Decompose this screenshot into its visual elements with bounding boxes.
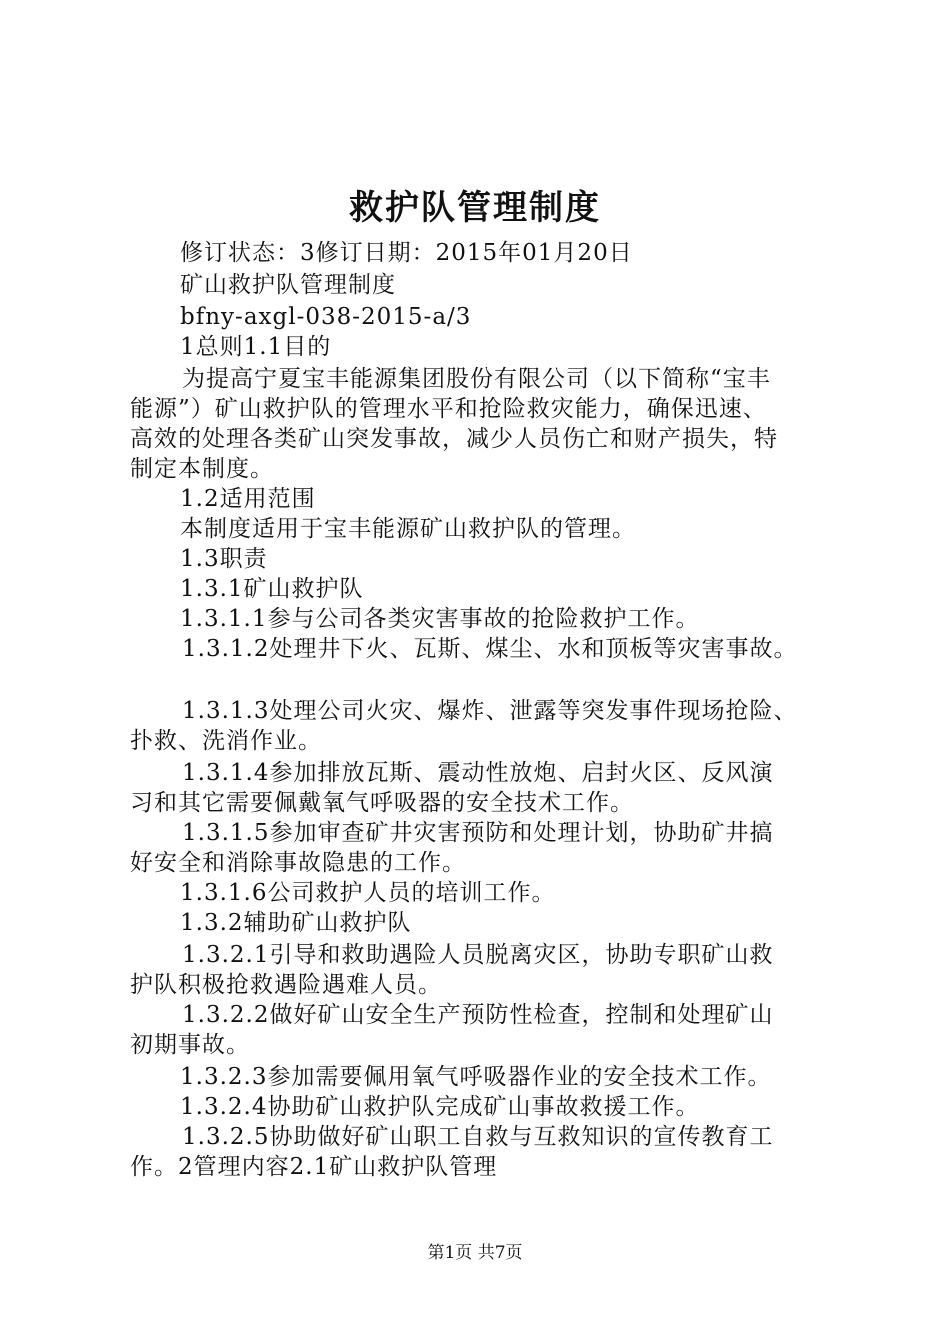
paragraph-line: 高效的处理各类矿山突发事故，减少人员伤亡和财产损失，特 (130, 426, 778, 452)
list-item-continuation: 扑救、洗消作业。 (130, 728, 322, 754)
document-title: 救护队管理制度 (349, 188, 601, 228)
list-item: 1.3.1.3处理公司火灾、爆炸、泄露等突发事件现场抢险、 (182, 698, 798, 724)
section-heading: 1总则1.1目的 (180, 334, 332, 360)
list-item: 1.3.2.1引导和救助遇险人员脱离灾区，协助专职矿山救 (182, 942, 774, 968)
page-number: 第1页 共7页 (427, 1243, 523, 1263)
paragraph-line: 制定本制度。 (130, 456, 274, 482)
list-item: 1.3.2.5协助做好矿山职工自救与互救知识的宣传教育工 (182, 1124, 774, 1150)
list-item: 1.3.2.2做好矿山安全生产预防性检查，控制和处理矿山 (182, 1002, 774, 1028)
section-heading: 1.3.1矿山救护队 (180, 576, 364, 602)
doc-subtitle-line: 矿山救护队管理制度 (180, 272, 396, 298)
section-heading: 1.3.2辅助矿山救护队 (180, 910, 412, 936)
list-item-continuation: 习和其它需要佩戴氧气呼吸器的安全技术工作。 (130, 790, 634, 816)
list-item-continuation: 初期事故。 (130, 1032, 250, 1058)
list-item: 1.3.2.3参加需要佩用氧气呼吸器作业的安全技术工作。 (180, 1064, 772, 1090)
list-item: 1.3.1.1参与公司各类灾害事故的抢险救护工作。 (180, 606, 700, 632)
list-item-continuation: 护队积极抢救遇险遇难人员。 (130, 972, 442, 998)
section-heading: 1.3职责 (180, 546, 268, 572)
paragraph-line: 为提高宁夏宝丰能源集团股份有限公司（以下简称“宝丰 (182, 366, 771, 392)
list-item: 1.3.2.4协助矿山救护队完成矿山事故救援工作。 (180, 1094, 700, 1120)
paragraph-line: 本制度适用于宝丰能源矿山救护队的管理。 (180, 516, 636, 542)
list-item-continuation: 好安全和消除事故隐患的工作。 (130, 850, 466, 876)
list-item-continuation: 作。2管理内容2.1矿山救护队管理 (130, 1154, 498, 1180)
doc-code-line: bfny-axgl-038-2015-a/3 (180, 304, 472, 330)
section-heading: 1.2适用范围 (180, 486, 316, 512)
list-item: 1.3.1.4参加排放瓦斯、震动性放炮、启封火区、反风演 (182, 760, 774, 786)
list-item: 1.3.1.2处理井下火、瓦斯、煤尘、水和顶板等灾害事故。 (182, 636, 798, 662)
list-item: 1.3.1.5参加审查矿井灾害预防和处理计划，协助矿井搞 (182, 820, 774, 846)
revision-status-line: 修订状态：3修订日期：2015年01月20日 (180, 240, 633, 266)
list-item: 1.3.1.6公司救护人员的培训工作。 (180, 880, 556, 906)
paragraph-line: 能源”）矿山救护队的管理水平和抢险救灾能力，确保迅速、 (130, 396, 767, 422)
